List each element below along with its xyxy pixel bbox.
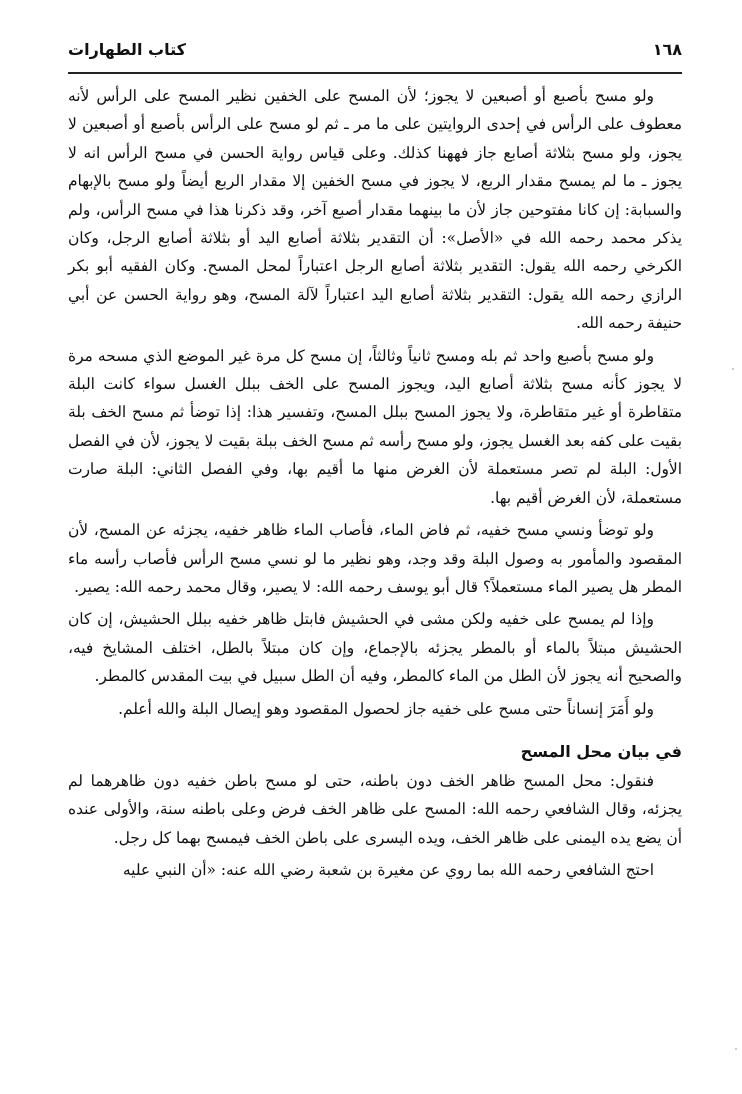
- body-text: [68, 82, 682, 885]
- paragraph: وإذا لم يمسح على خفيه ولكن مشى في الحشيش فابتل ظاهر خفيه ببلل الحشيش، إن كان الحشيش مبتلاً بالماء أو بالمطر يجزئه بالإجماع، وإن كان مبتلاً بالطل، اختلف المشايخ فيه، والصحيح أنه يجوز لأن الطل من الماء كالمطر، وفيه أن الطل سبيل في بيت المقدس كالمطر.: [68, 610, 682, 686]
- running-title: كتاب الطهارات: [68, 40, 186, 59]
- paragraph: ولو توضأ ونسي مسح خفيه، ثم فاض الماء، فأصاب الماء ظاهر خفيه، يجزئه عن المسح، لأن المقصود والمأمور به وصول البلة وقد وجد، وهو نظير ما لو نسي مسح الرأس فأصاب رأسه ماء المطر هل يصير الماء مستعملاً؟ قال أبو يوسف رحمه الله: لا يصير، وقال محمد رحمه الله: يصير.: [68, 521, 682, 596]
- paragraph: احتج الشافعي رحمه الله بما روي عن مغيرة بن شعبة رضي الله عنه: «أن النبي عليه: [122, 861, 654, 880]
- paragraph: فنقول: محل المسح ظاهر الخف دون باطنه، حتى لو مسح باطن خفيه دون ظاهرهما لم يجزئه، وقال الشافعي رحمه الله: المسح على ظاهر الخف فرض وعلى باطنه سنة، والأولى عنده أن يضع يده اليمنى على ظاهر الخف، ويده اليسرى على باطن الخف فيمسح بهما كل رجل.: [68, 771, 682, 847]
- scan-speck: [735, 1048, 737, 1050]
- running-header: [68, 12, 682, 74]
- page-number: ١٦٨: [652, 40, 682, 59]
- scan-speck: [732, 368, 734, 370]
- book-page: [68, 0, 682, 889]
- section-heading: في بيان محل المسح: [520, 741, 682, 761]
- paragraph: ولو أَمَرَ إنساناً حتى مسح على خفيه جاز لحصول المقصود وهو إيصال البلة والله أعلم.: [118, 699, 654, 718]
- paragraph: ولو مسح بأصبع واحد ثم بله ومسح ثانياً وثالثاً، إن مسح كل مرة غير الموضع الذي مسحه مرة لا يجوز كأنه مسح بثلاثة أصابع اليد، ويجوز المسح على الخف ببلل الغسل سواء كانت البلة متقاطرة أو غير متقاطرة، ولا يجوز المسح ببلل المسح، وتفسير هذا: إذا توضأ ثم مسح الخف بلة بقيت على كفه بعد الغسل يجوز، ولو مسح رأسه ثم مسح الخف ببلة بقيت لا يجوز، لأن في الفصل الأول: البلة لم تصر مستعملة لأن الغرض منها ما أقيم بها، وفي الفصل الثاني: البلة صارت مستعملة، لأن الغرض أقيم بها.: [68, 346, 682, 507]
- paragraph: ولو مسح بأصبع أو أصبعين لا يجوز؛ لأن المسح على الخفين نظير المسح على الرأس لأنه معطوف على الرأس في إحدى الروايتين على ما مر ـ ثم لو مسح على الرأس بأصبع أو أصبعين لا يجوز، ولو مسح بثلاثة أصابع جاز فههنا كذلك. وعلى قياس رواية الحسن في مسح الرأس انه لا يجوز ـ ما لم يمسح مقدار الربع، لا يجوز في مسح الخفين إلا مقدار الربع أيضاً ولو مسح بالإبهام والسبابة: إن كانا مفتوحين جاز لأن ما بينهما مقدار أصبع آخر، وقد ذكرنا هذا في مسح الرأس، ولم يذكر محمد رحمه الله في «الأصل»: أن التقدير بثلاثة أصابع اليد أو بثلاثة أصابع الرجل، وكان الكرخي رحمه الله يقول: التقدير بثلاثة أصابع الرجل اعتباراً لمحل المسح. وكان الفقيه أبو بكر الرازي رحمه الله يقول: التقدير بثلاثة أصابع اليد اعتباراً لآلة المسح، وهو رواية الحسن عن أبي حنيفة رحمه الله.: [68, 87, 682, 333]
